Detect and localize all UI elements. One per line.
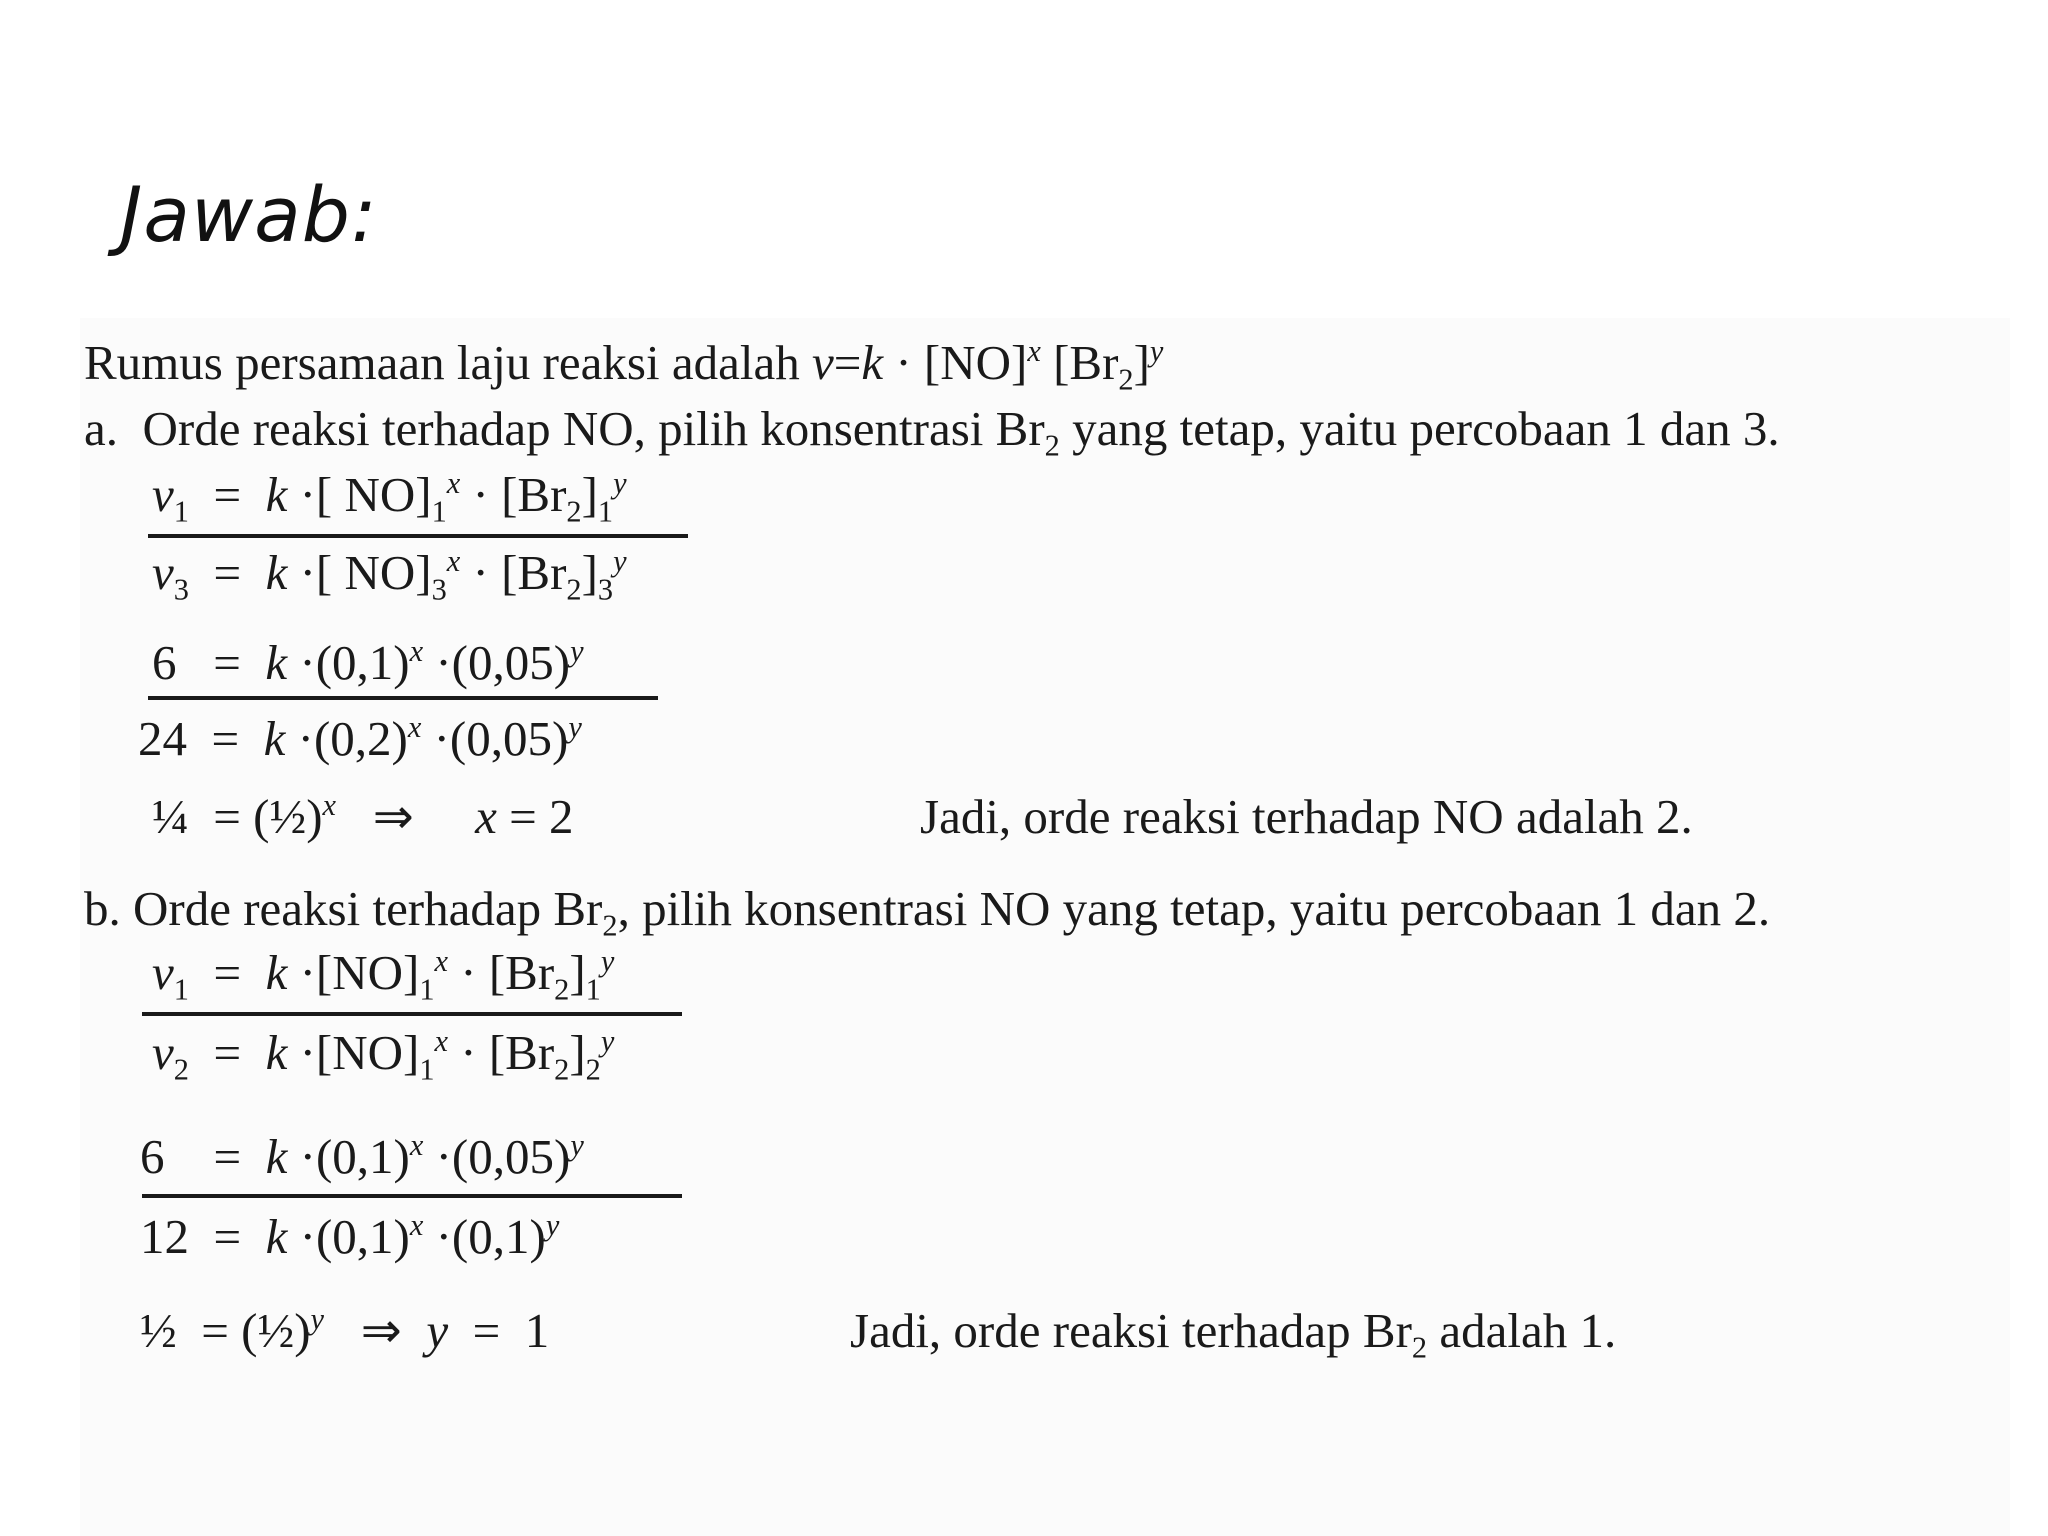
- a-conclusion: Jadi, orde reaksi terhadap NO adalah 2.: [920, 789, 1693, 844]
- order-variable: x: [475, 789, 497, 844]
- order-y: y: [613, 543, 627, 578]
- br-concentration: [Br: [488, 1025, 555, 1080]
- rate-value: 6: [140, 1129, 165, 1184]
- trial-subscript: 1: [419, 972, 435, 1007]
- order-y: y: [310, 1301, 325, 1336]
- half-value: ½: [257, 1303, 295, 1358]
- rate-subscript: 3: [173, 572, 189, 607]
- bracket-close: ]: [569, 945, 586, 1000]
- a-eq2-denominator: [138, 709, 582, 766]
- br-value: (0,1): [451, 1209, 546, 1264]
- dot-operator: ·: [299, 467, 316, 522]
- dot-operator: ·: [299, 635, 316, 690]
- trial-subscript: 3: [431, 572, 447, 607]
- a-eq1-denominator: [152, 543, 627, 607]
- implies-arrow-icon: ⇒: [372, 789, 414, 844]
- dot-operator: ·: [472, 467, 489, 522]
- slide-title: Jawab:: [120, 170, 378, 259]
- br-value: (0,05): [451, 635, 571, 690]
- dot-operator: ·: [299, 1129, 316, 1184]
- no-concentration: [ NO]: [315, 545, 432, 600]
- br-concentration: [Br: [501, 545, 567, 600]
- a-result: [152, 787, 574, 844]
- rate-value: 6: [152, 635, 177, 690]
- order-y: y: [545, 1207, 560, 1242]
- br-subscript: 2: [566, 494, 582, 529]
- rate-v: v: [152, 945, 174, 1000]
- rate-constant: k: [861, 335, 884, 390]
- trial-subscript: 2: [585, 1052, 601, 1087]
- order-x: x: [434, 1023, 448, 1058]
- rate-symbol: v: [811, 335, 834, 390]
- dot-operator: ·: [297, 711, 314, 766]
- part-b-heading-text: b. Orde reaksi terhadap Br: [84, 881, 603, 936]
- dot-operator: ·: [299, 1209, 316, 1264]
- ratio-value: ¼: [152, 789, 189, 844]
- order-y: y: [568, 709, 582, 744]
- no-concentration: [NO]: [923, 335, 1028, 390]
- no-value: (0,1): [315, 1209, 410, 1264]
- trial-subscript: 3: [597, 572, 614, 607]
- order-value: = 2: [509, 789, 574, 844]
- order-y: y: [570, 1127, 584, 1162]
- part-a-heading-text: Orde reaksi terhadap NO, pilih konsentrasi Br: [142, 401, 1045, 456]
- order-x: x: [1027, 333, 1041, 368]
- no-concentration: [NO]: [315, 1025, 420, 1080]
- equals-sign: =: [472, 1303, 501, 1358]
- order-x: x: [409, 1127, 424, 1162]
- rate-value: 24: [138, 711, 187, 766]
- equals-sign: =: [833, 335, 862, 390]
- dot-operator: ·: [895, 335, 912, 390]
- intro-text: Rumus persamaan laju reaksi adalah: [84, 335, 800, 390]
- half-value: ½: [269, 789, 307, 844]
- part-b-heading-tail: , pilih konsentrasi NO yang tetap, yaitu percobaan 1 dan 2.: [617, 881, 1771, 936]
- fraction-bar: [142, 1194, 682, 1198]
- trial-subscript: 1: [431, 494, 447, 529]
- dot-operator: ·: [299, 545, 316, 600]
- trial-subscript: 1: [597, 494, 614, 529]
- b-conclusion-tail: adalah 1.: [1427, 1303, 1617, 1358]
- br-concentration: [Br: [488, 945, 555, 1000]
- no-value: (0,2): [313, 711, 408, 766]
- rate-constant: k: [265, 467, 288, 522]
- order-x: x: [322, 787, 337, 822]
- b-conclusion: [850, 1303, 1617, 1365]
- rate-v: v: [152, 545, 174, 600]
- order-variable: y: [426, 1303, 449, 1358]
- a-eq2-numerator: [152, 633, 584, 690]
- order-y: y: [613, 465, 627, 500]
- rate-value: 12: [140, 1209, 189, 1264]
- fraction-bar: [148, 696, 658, 700]
- part-a-heading-tail: yang tetap, yaitu percobaan 1 dan 3.: [1059, 401, 1780, 456]
- dot-operator: ·: [472, 545, 489, 600]
- order-y: y: [600, 943, 615, 978]
- dot-operator: ·: [299, 945, 316, 1000]
- no-value: (0,1): [315, 635, 410, 690]
- bracket-close: ]: [581, 467, 598, 522]
- bracket-close: ]: [1133, 335, 1150, 390]
- rate-constant: k: [265, 545, 288, 600]
- trial-subscript: 1: [585, 972, 601, 1007]
- rate-constant: k: [265, 1025, 288, 1080]
- order-y: y: [570, 633, 584, 668]
- br-concentration: [Br: [1053, 335, 1119, 390]
- part-a-label: a.: [84, 401, 118, 456]
- no-concentration: [NO]: [315, 945, 420, 1000]
- dot-operator: ·: [435, 635, 452, 690]
- equals-sign: =: [211, 711, 240, 766]
- br-value: (0,05): [449, 711, 569, 766]
- equals-sign: =: [213, 467, 242, 522]
- part-a-heading: [84, 401, 1780, 463]
- br-subscript: 2: [566, 572, 582, 607]
- no-value: (0,1): [315, 1129, 410, 1184]
- part-b-heading: [84, 881, 1771, 943]
- dot-operator: ·: [433, 711, 450, 766]
- rate-constant: k: [265, 1129, 288, 1184]
- rate-subscript: 2: [173, 1052, 189, 1087]
- paren-close: ): [294, 1303, 311, 1358]
- br-subscript: 2: [554, 972, 570, 1007]
- equals-sign: =: [213, 545, 242, 600]
- equals-sign: =: [201, 1303, 229, 1358]
- rate-subscript: 1: [173, 494, 189, 529]
- equals-sign: =: [213, 945, 242, 1000]
- br-subscript: 2: [602, 908, 618, 943]
- bracket-close: ]: [581, 545, 598, 600]
- implies-arrow-icon: ⇒: [360, 1303, 402, 1358]
- paren-open: (: [253, 789, 270, 844]
- br-subscript: 2: [1118, 362, 1134, 397]
- trial-subscript: 1: [419, 1052, 435, 1087]
- dot-operator: ·: [435, 1209, 452, 1264]
- b-conclusion-text: Jadi, orde reaksi terhadap Br: [850, 1303, 1412, 1358]
- order-x: x: [434, 943, 448, 978]
- br-value: (0,05): [451, 1129, 571, 1184]
- dot-operator: ·: [460, 1025, 477, 1080]
- b-eq1-numerator: [152, 943, 615, 1007]
- b-result: [140, 1301, 550, 1358]
- b-eq2-denominator: [140, 1207, 560, 1264]
- fraction-bar: [142, 1012, 682, 1016]
- rate-subscript: 1: [173, 972, 189, 1007]
- dot-operator: ·: [435, 1129, 452, 1184]
- equals-sign: =: [213, 635, 241, 690]
- br-concentration: [Br: [501, 467, 567, 522]
- order-x: x: [409, 1207, 424, 1242]
- paren-open: (: [241, 1303, 258, 1358]
- rate-v: v: [152, 1025, 174, 1080]
- rate-v: v: [152, 467, 174, 522]
- fraction-bar: [148, 534, 688, 538]
- bracket-close: ]: [569, 1025, 586, 1080]
- order-x: x: [407, 709, 422, 744]
- rate-constant: k: [265, 1209, 288, 1264]
- rate-constant: k: [265, 635, 288, 690]
- order-value: 1: [524, 1303, 550, 1358]
- equals-sign: =: [213, 1209, 242, 1264]
- paren-close: ): [306, 789, 323, 844]
- br-subscript: 2: [554, 1052, 570, 1087]
- ratio-value: ½: [140, 1303, 177, 1358]
- rate-constant: k: [265, 945, 288, 1000]
- order-y: y: [600, 1023, 615, 1058]
- rate-law-intro: [84, 333, 1164, 397]
- equals-sign: =: [213, 789, 241, 844]
- order-x: x: [409, 633, 424, 668]
- b-eq1-denominator: [152, 1023, 615, 1087]
- no-concentration: [ NO]: [315, 467, 432, 522]
- order-y: y: [1149, 333, 1164, 368]
- equals-sign: =: [213, 1025, 242, 1080]
- b-eq2-numerator: [140, 1127, 584, 1184]
- order-x: x: [446, 543, 461, 578]
- dot-operator: ·: [460, 945, 477, 1000]
- rate-constant: k: [263, 711, 286, 766]
- dot-operator: ·: [299, 1025, 316, 1080]
- order-x: x: [446, 465, 461, 500]
- a-eq1-numerator: [152, 465, 627, 529]
- equals-sign: =: [213, 1129, 242, 1184]
- br-subscript: 2: [1044, 428, 1060, 463]
- br-subscript: 2: [1411, 1330, 1428, 1365]
